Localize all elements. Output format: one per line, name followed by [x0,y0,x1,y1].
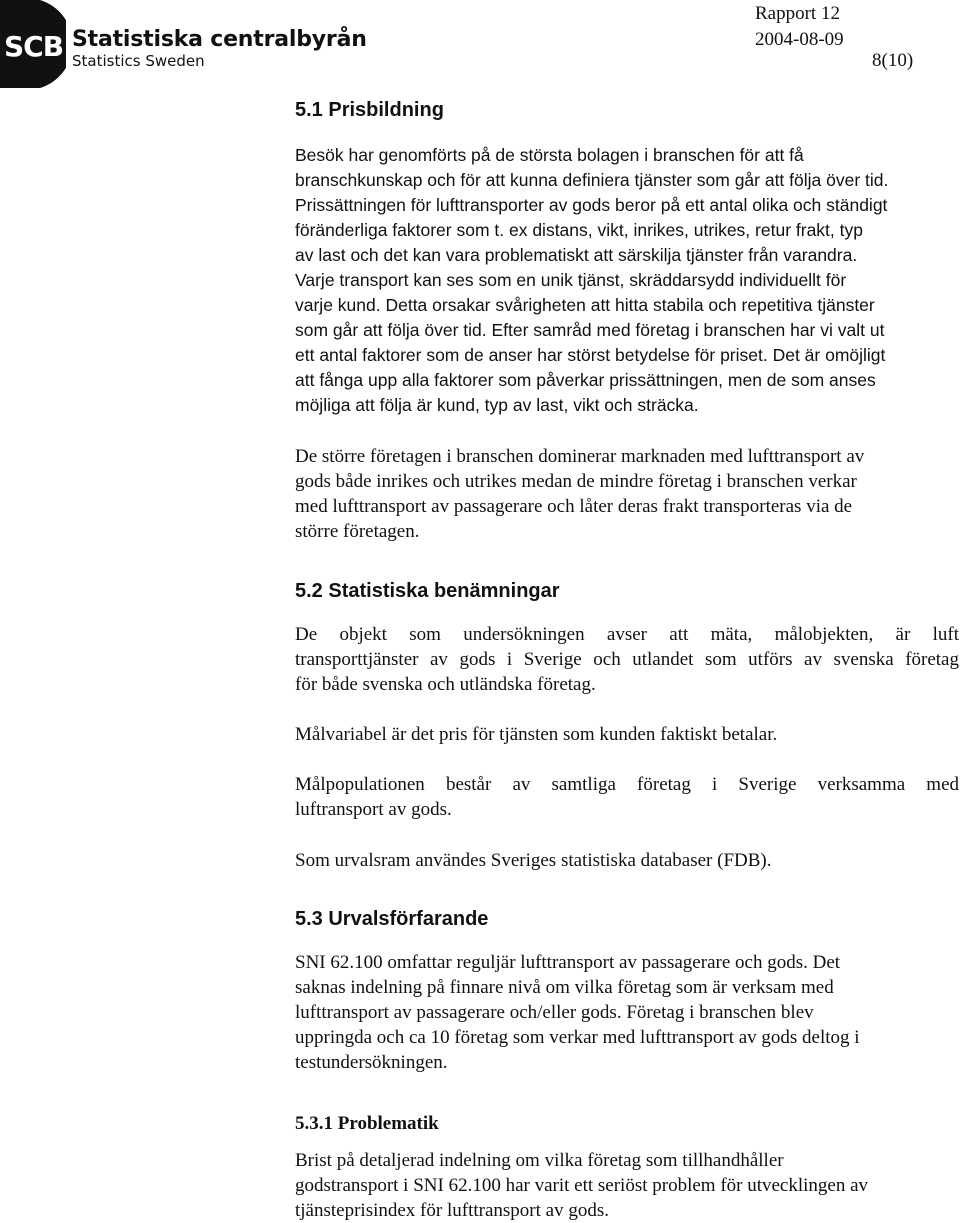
report-number: Rapport 12 [755,3,840,24]
text-line: som går att följa över tid. Efter samråd med företag i branschen har vi valt ut [295,320,885,340]
text-line: Besök har genomförts på de största bolagen i branschen för att få [295,145,804,165]
text-line: De större företagen i branschen dominerar marknaden med lufttransport av [295,446,865,467]
paragraph-prisbildning-2 [295,444,959,544]
logo-letters: SCB [4,30,64,63]
text-line: med lufttransport av passagerare och låter deras frakt transporteras via de [295,496,853,517]
paragraph-urvalsram [295,848,959,873]
text-line: större företagen. [295,521,420,542]
text-line: De objekt som undersökningen avser att mäta, målobjekten, är luft [295,624,959,645]
org-name-english: Statistics Sweden [72,52,205,70]
text-line: uppringda och ca 10 företag som verkar med lufttransport av gods deltog i [295,1027,860,1048]
heading-5-3: 5.3 Urvalsförfarande [295,908,489,930]
paragraph-urvalsforfarande [295,950,959,1075]
paragraph-malvariabel [295,722,959,747]
report-date: 2004-08-09 [755,29,844,50]
text-line: saknas indelning på finnare nivå om vilka företag som är verksam med [295,977,834,998]
heading-5-3-1: 5.3.1 Problematik [295,1113,439,1134]
paragraph-prisbildning-1 [295,143,959,418]
text-line: transporttjänster av gods i Sverige och utlandet som utförs av svenska företag [295,649,959,670]
text-line: att fånga upp alla faktorer som påverkar prissättningen, men de som anses [295,370,876,390]
text-line: ett antal faktorer som de anser har störst betydelse för priset. Det är omöjligt [295,345,886,365]
text-line: lufttransport av passagerare och/eller gods. Företag i branschen blev [295,1002,814,1023]
heading-5-2: 5.2 Statistiska benämningar [295,580,560,602]
text-line: Brist på detaljerad indelning om vilka företag som tillhandhåller [295,1150,784,1171]
paragraph-benamningar-1 [295,622,959,697]
text-line: SNI 62.100 omfattar reguljär lufttransport av passagerare och gods. Det [295,952,841,973]
paragraph-malpopulation [295,772,959,822]
text-line: godstransport i SNI 62.100 har varit ett seriöst problem för utvecklingen av [295,1175,869,1196]
text-line: möjliga att följa är kund, typ av last, vikt och sträcka. [295,395,699,415]
page-number: 8(10) [872,50,914,71]
text-line: Målvariabel är det pris för tjänsten som kunden faktiskt betalar. [295,724,778,745]
text-line: Målpopulationen består av samtliga företag i Sverige verksamma med [295,774,959,795]
text-line: föränderliga faktorer som t. ex distans, vikt, inrikes, utrikes, retur frakt, typ [295,220,863,240]
scb-logo [0,0,66,88]
text-line: Varje transport kan ses som en unik tjänst, skräddarsydd individuellt för [295,270,847,290]
text-line: av last och det kan vara problematiskt att särskilja tjänster från varandra. [295,245,858,265]
org-name: Statistiska centralbyrån [72,27,367,52]
text-line: tjänsteprisindex för lufttransport av gods. [295,1200,609,1221]
text-line: för både svenska och utländska företag. [295,674,596,695]
paragraph-problematik [295,1148,959,1223]
text-line: testundersökningen. [295,1052,448,1073]
text-line: branschkunskap och för att kunna definiera tjänster som går att följa över tid. [295,170,889,190]
text-line: Som urvalsram användes Sveriges statistiska databaser (FDB). [295,850,772,871]
text-line: varje kund. Detta orsakar svårigheten att hitta stabila och repetitiva tjänster [295,295,875,315]
text-line: luftransport av gods. [295,799,452,820]
text-line: gods både inrikes och utrikes medan de mindre företag i branschen verkar [295,471,857,492]
heading-5-1: 5.1 Prisbildning [295,99,444,121]
text-line: Prissättningen för lufttransporter av gods beror på ett antal olika och ständigt [295,195,888,215]
